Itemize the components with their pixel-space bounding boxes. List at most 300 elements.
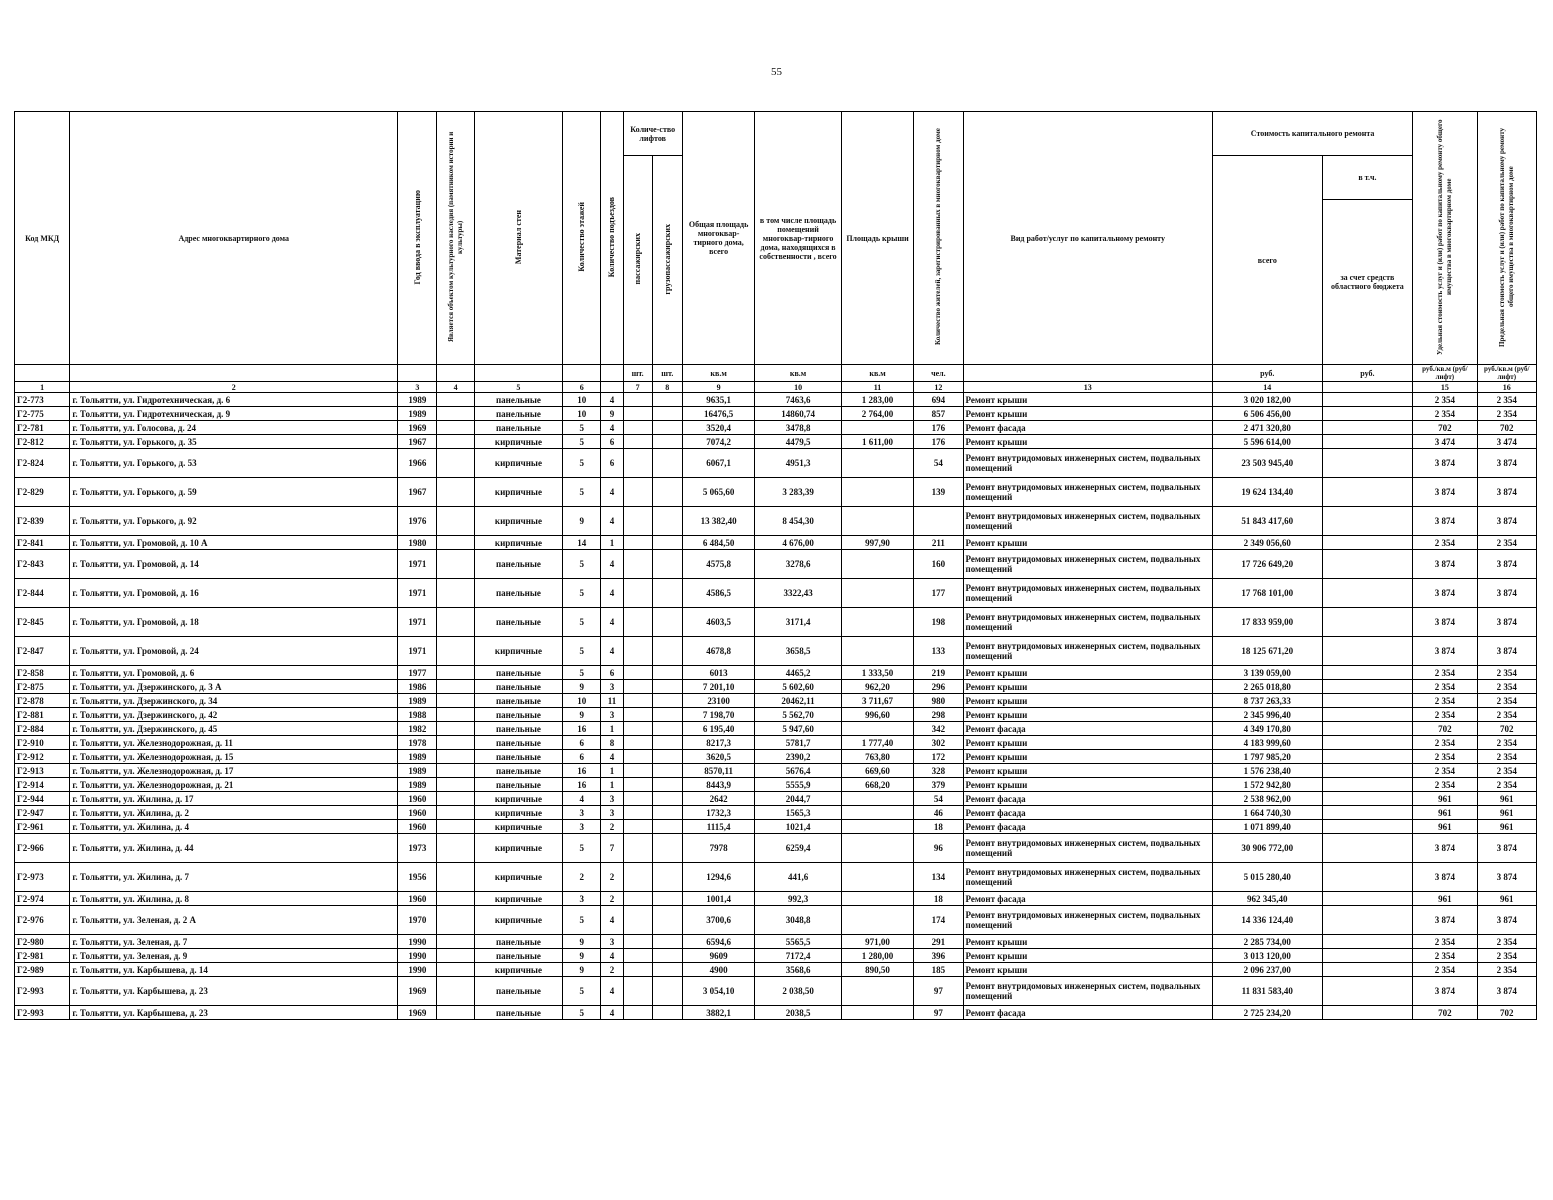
cell-unit-cost: 2 354 (1413, 536, 1477, 550)
cell-lifts-passenger (623, 536, 652, 550)
cell-area-owned: 14860,74 (755, 407, 842, 421)
cell-lifts-passenger (623, 764, 652, 778)
cell-max-cost: 3 874 (1477, 579, 1536, 608)
cell-unit-cost: 2 354 (1413, 935, 1477, 949)
table-row (15, 820, 1537, 834)
cell-roof-area: 890,50 (841, 963, 913, 977)
cell-material: панельные (474, 1006, 563, 1020)
cell-lifts-passenger (623, 449, 652, 478)
cell-area-owned: 3 283,39 (755, 478, 842, 507)
cell-area-owned: 5555,9 (755, 778, 842, 792)
cell-area-owned: 4951,3 (755, 449, 842, 478)
cell-lifts-passenger (623, 708, 652, 722)
cell-lifts-passenger (623, 806, 652, 820)
cell-lifts-passenger (623, 478, 652, 507)
cell-area-owned: 2 038,50 (755, 977, 842, 1006)
cell-year: 1967 (398, 478, 437, 507)
cell-code: Г2-944 (15, 792, 70, 806)
cell-lifts-cargo (652, 892, 682, 906)
cell-cost-regional (1322, 407, 1413, 421)
cell-address: г. Тольятти, ул. Громовой, д. 6 (70, 666, 398, 680)
cell-cost-total: 30 906 772,00 (1212, 834, 1322, 863)
capital-repair-table (14, 111, 1537, 1020)
cell-residents: 139 (914, 478, 963, 507)
cell-heritage (437, 407, 474, 421)
cell-unit-cost: 961 (1413, 792, 1477, 806)
cell-cost-total: 2 345 996,40 (1212, 708, 1322, 722)
cell-work-type: Ремонт крыши (963, 393, 1212, 407)
cell-unit-cost: 2 354 (1413, 963, 1477, 977)
unit-sqm: кв.м (682, 365, 754, 382)
table-row (15, 1006, 1537, 1020)
cell-code: Г2-974 (15, 892, 70, 906)
cell-residents: 694 (914, 393, 963, 407)
cell-unit-cost: 3 874 (1413, 507, 1477, 536)
cell-area-owned: 5 602,60 (755, 680, 842, 694)
cell-lifts-passenger (623, 949, 652, 963)
cell-floors: 5 (563, 449, 601, 478)
cell-roof-area (841, 1006, 913, 1020)
cell-work-type: Ремонт внутридомовых инженерных систем, подвальных помещений (963, 550, 1212, 579)
cell-material: панельные (474, 736, 563, 750)
cell-material: кирпичные (474, 536, 563, 550)
cell-address: г. Тольятти, ул. Жилина, д. 44 (70, 834, 398, 863)
cell-area-total: 3520,4 (682, 421, 754, 435)
cell-area-owned: 6259,4 (755, 834, 842, 863)
cell-material: панельные (474, 977, 563, 1006)
cell-year: 1977 (398, 666, 437, 680)
cell-lifts-cargo (652, 680, 682, 694)
cell-area-total: 7 201,10 (682, 680, 754, 694)
cell-lifts-cargo (652, 778, 682, 792)
cell-lifts-cargo (652, 708, 682, 722)
cell-area-total: 6 484,50 (682, 536, 754, 550)
cell-code: Г2-910 (15, 736, 70, 750)
cell-work-type: Ремонт крыши (963, 407, 1212, 421)
cell-unit-cost: 3 474 (1413, 435, 1477, 449)
cell-material: кирпичные (474, 892, 563, 906)
cell-work-type: Ремонт крыши (963, 435, 1212, 449)
cell-address: г. Тольятти, ул. Карбышева, д. 23 (70, 1006, 398, 1020)
cell-cost-regional (1322, 507, 1413, 536)
cell-floors: 5 (563, 478, 601, 507)
cell-lifts-cargo (652, 949, 682, 963)
cell-material: панельные (474, 666, 563, 680)
cell-material: панельные (474, 708, 563, 722)
cell-max-cost: 3 874 (1477, 478, 1536, 507)
cell-lifts-cargo (652, 834, 682, 863)
cell-work-type: Ремонт внутридомовых инженерных систем, подвальных помещений (963, 579, 1212, 608)
cell-work-type: Ремонт внутридомовых инженерных систем, подвальных помещений (963, 507, 1212, 536)
cell-lifts-cargo (652, 963, 682, 977)
cell-code: Г2-993 (15, 1006, 70, 1020)
cell-floors: 5 (563, 666, 601, 680)
col-number: 14 (1212, 382, 1322, 393)
cell-roof-area (841, 637, 913, 666)
cell-code: Г2-845 (15, 608, 70, 637)
cell-area-total: 9635,1 (682, 393, 754, 407)
unit-people: чел. (914, 365, 963, 382)
cell-heritage (437, 977, 474, 1006)
cell-cost-total: 8 737 263,33 (1212, 694, 1322, 708)
cell-area-owned: 4465,2 (755, 666, 842, 680)
table-row (15, 421, 1537, 435)
header-lifts-passenger: пассажирских (633, 233, 643, 285)
cell-heritage (437, 421, 474, 435)
cell-area-total: 4575,8 (682, 550, 754, 579)
cell-address: г. Тольятти, ул. Громовой, д. 14 (70, 550, 398, 579)
cell-heritage (437, 536, 474, 550)
cell-year: 1989 (398, 393, 437, 407)
col-number: 10 (755, 382, 842, 393)
cell-area-owned: 7463,6 (755, 393, 842, 407)
cell-cost-total: 1 797 985,20 (1212, 750, 1322, 764)
cell-area-owned: 2390,2 (755, 750, 842, 764)
col-number: 16 (1477, 382, 1536, 393)
table-row (15, 478, 1537, 507)
cell-area-owned: 7172,4 (755, 949, 842, 963)
cell-area-total: 8570,11 (682, 764, 754, 778)
cell-work-type: Ремонт крыши (963, 949, 1212, 963)
table-row (15, 935, 1537, 949)
cell-material: панельные (474, 407, 563, 421)
cell-max-cost: 2 354 (1477, 736, 1536, 750)
cell-work-type: Ремонт внутридомовых инженерных систем, подвальных помещений (963, 834, 1212, 863)
header-unit-cost: Удельная стоимость услуг и (или) работ по капитальному ремонту общего имущества в многоквартирном доме (1435, 119, 1453, 355)
cell-residents (914, 507, 963, 536)
cell-work-type: Ремонт внутридомовых инженерных систем, подвальных помещений (963, 906, 1212, 935)
table-row (15, 435, 1537, 449)
cell-roof-area (841, 792, 913, 806)
cell-cost-regional (1322, 608, 1413, 637)
cell-cost-regional (1322, 666, 1413, 680)
cell-year: 1989 (398, 750, 437, 764)
cell-entrances: 3 (601, 680, 623, 694)
cell-area-total: 6594,6 (682, 935, 754, 949)
cell-cost-total: 2 471 320,80 (1212, 421, 1322, 435)
cell-code: Г2-961 (15, 820, 70, 834)
cell-entrances: 1 (601, 778, 623, 792)
cell-code: Г2-947 (15, 806, 70, 820)
cell-lifts-passenger (623, 834, 652, 863)
cell-unit-cost: 3 874 (1413, 977, 1477, 1006)
cell-max-cost: 961 (1477, 806, 1536, 820)
cell-entrances: 3 (601, 708, 623, 722)
cell-cost-total: 1 071 899,40 (1212, 820, 1322, 834)
cell-lifts-passenger (623, 393, 652, 407)
cell-max-cost: 2 354 (1477, 750, 1536, 764)
cell-floors: 5 (563, 608, 601, 637)
table-row (15, 906, 1537, 935)
cell-roof-area (841, 863, 913, 892)
cell-area-total: 6 195,40 (682, 722, 754, 736)
cell-entrances: 2 (601, 820, 623, 834)
cell-heritage (437, 764, 474, 778)
cell-max-cost: 961 (1477, 792, 1536, 806)
cell-code: Г2-981 (15, 949, 70, 963)
cell-address: г. Тольятти, ул. Голосова, д. 24 (70, 421, 398, 435)
cell-residents: 219 (914, 666, 963, 680)
cell-cost-total: 18 125 671,20 (1212, 637, 1322, 666)
cell-work-type: Ремонт фасада (963, 820, 1212, 834)
cell-cost-regional (1322, 949, 1413, 963)
cell-floors: 3 (563, 820, 601, 834)
cell-lifts-passenger (623, 963, 652, 977)
cell-address: г. Тольятти, ул. Зеленая, д. 9 (70, 949, 398, 963)
unit-rub: руб. (1212, 365, 1322, 382)
col-number: 7 (623, 382, 652, 393)
cell-unit-cost: 2 354 (1413, 750, 1477, 764)
table-row (15, 736, 1537, 750)
cell-residents: 96 (914, 834, 963, 863)
cell-material: кирпичные (474, 834, 563, 863)
cell-cost-total: 19 624 134,40 (1212, 478, 1322, 507)
cell-unit-cost: 3 874 (1413, 834, 1477, 863)
cell-area-owned: 5781,7 (755, 736, 842, 750)
cell-heritage (437, 478, 474, 507)
cell-address: г. Тольятти, ул. Карбышева, д. 14 (70, 963, 398, 977)
cell-lifts-passenger (623, 892, 652, 906)
cell-area-total: 4678,8 (682, 637, 754, 666)
cell-year: 1989 (398, 778, 437, 792)
cell-heritage (437, 666, 474, 680)
cell-year: 1990 (398, 935, 437, 949)
cell-material: кирпичные (474, 478, 563, 507)
cell-cost-total: 14 336 124,40 (1212, 906, 1322, 935)
cell-max-cost: 961 (1477, 892, 1536, 906)
cell-roof-area: 1 280,00 (841, 949, 913, 963)
cell-entrances: 4 (601, 637, 623, 666)
unit-pcs: шт. (623, 365, 652, 382)
cell-unit-cost: 3 874 (1413, 863, 1477, 892)
cell-year: 1973 (398, 834, 437, 863)
table-row (15, 892, 1537, 906)
cell-roof-area (841, 449, 913, 478)
cell-address: г. Тольятти, ул. Дзержинского, д. 34 (70, 694, 398, 708)
cell-residents: 160 (914, 550, 963, 579)
cell-floors: 5 (563, 906, 601, 935)
cell-work-type: Ремонт крыши (963, 666, 1212, 680)
cell-lifts-cargo (652, 435, 682, 449)
table-body (15, 393, 1537, 1020)
cell-max-cost: 2 354 (1477, 708, 1536, 722)
cell-area-owned: 4 676,00 (755, 536, 842, 550)
cell-lifts-passenger (623, 421, 652, 435)
cell-floors: 9 (563, 963, 601, 977)
cell-unit-cost: 3 874 (1413, 449, 1477, 478)
cell-cost-regional (1322, 393, 1413, 407)
cell-code: Г2-829 (15, 478, 70, 507)
cell-area-owned: 3478,8 (755, 421, 842, 435)
cell-floors: 16 (563, 764, 601, 778)
table-row (15, 863, 1537, 892)
cell-heritage (437, 550, 474, 579)
cell-unit-cost: 2 354 (1413, 708, 1477, 722)
cell-heritage (437, 736, 474, 750)
cell-roof-area: 971,00 (841, 935, 913, 949)
cell-heritage (437, 608, 474, 637)
cell-material: кирпичные (474, 637, 563, 666)
cell-address: г. Тольятти, ул. Громовой, д. 16 (70, 579, 398, 608)
cell-material: панельные (474, 550, 563, 579)
cell-code: Г2-914 (15, 778, 70, 792)
cell-code: Г2-824 (15, 449, 70, 478)
cell-lifts-passenger (623, 820, 652, 834)
cell-lifts-cargo (652, 478, 682, 507)
cell-entrances: 6 (601, 449, 623, 478)
col-number: 15 (1413, 382, 1477, 393)
cell-max-cost: 3 874 (1477, 608, 1536, 637)
cell-roof-area (841, 579, 913, 608)
cell-lifts-cargo (652, 449, 682, 478)
cell-year: 1978 (398, 736, 437, 750)
cell-lifts-cargo (652, 736, 682, 750)
cell-residents: 291 (914, 935, 963, 949)
cell-lifts-passenger (623, 722, 652, 736)
cell-floors: 16 (563, 722, 601, 736)
cell-heritage (437, 393, 474, 407)
cell-address: г. Тольятти, ул. Карбышева, д. 23 (70, 977, 398, 1006)
cell-floors: 5 (563, 550, 601, 579)
cell-area-total: 4900 (682, 963, 754, 977)
cell-cost-total: 2 349 056,60 (1212, 536, 1322, 550)
cell-max-cost: 2 354 (1477, 536, 1536, 550)
cell-area-owned: 2038,5 (755, 1006, 842, 1020)
header-max-cost: Предельная стоимость услуг и (или) работ по капитальному ремонту общего имущества в многоквартирном доме (1497, 127, 1515, 347)
cell-work-type: Ремонт внутридомовых инженерных систем, подвальных помещений (963, 478, 1212, 507)
table-row (15, 806, 1537, 820)
cell-area-total: 7978 (682, 834, 754, 863)
cell-floors: 9 (563, 949, 601, 963)
cell-entrances: 6 (601, 435, 623, 449)
table-row (15, 764, 1537, 778)
col-number: 8 (652, 382, 682, 393)
cell-cost-regional (1322, 708, 1413, 722)
cell-heritage (437, 694, 474, 708)
cell-material: панельные (474, 778, 563, 792)
cell-unit-cost: 2 354 (1413, 680, 1477, 694)
cell-material: кирпичные (474, 820, 563, 834)
cell-cost-total: 2 285 734,00 (1212, 935, 1322, 949)
cell-address: г. Тольятти, ул. Жилина, д. 4 (70, 820, 398, 834)
cell-cost-regional (1322, 906, 1413, 935)
cell-area-total: 9609 (682, 949, 754, 963)
cell-code: Г2-773 (15, 393, 70, 407)
cell-roof-area: 1 283,00 (841, 393, 913, 407)
cell-code: Г2-875 (15, 680, 70, 694)
table-row (15, 977, 1537, 1006)
cell-address: г. Тольятти, ул. Жилина, д. 2 (70, 806, 398, 820)
cell-cost-regional (1322, 680, 1413, 694)
cell-roof-area (841, 722, 913, 736)
col-number: 3 (398, 382, 437, 393)
cell-heritage (437, 778, 474, 792)
cell-entrances: 2 (601, 863, 623, 892)
cell-max-cost: 2 354 (1477, 694, 1536, 708)
cell-area-total: 13 382,40 (682, 507, 754, 536)
cell-floors: 9 (563, 708, 601, 722)
cell-material: панельные (474, 949, 563, 963)
cell-code: Г2-839 (15, 507, 70, 536)
cell-year: 1960 (398, 820, 437, 834)
cell-area-total: 1732,3 (682, 806, 754, 820)
cell-address: г. Тольятти, ул. Железнодорожная, д. 21 (70, 778, 398, 792)
unit-rate: руб./кв.м (руб/лифт) (1413, 365, 1477, 382)
cell-cost-regional (1322, 722, 1413, 736)
cell-year: 1956 (398, 863, 437, 892)
cell-entrances: 2 (601, 892, 623, 906)
cell-entrances: 8 (601, 736, 623, 750)
cell-material: кирпичные (474, 906, 563, 935)
table-row (15, 550, 1537, 579)
cell-year: 1971 (398, 637, 437, 666)
cell-max-cost: 2 354 (1477, 963, 1536, 977)
cell-lifts-passenger (623, 407, 652, 421)
cell-year: 1971 (398, 608, 437, 637)
cell-year: 1976 (398, 507, 437, 536)
cell-residents: 46 (914, 806, 963, 820)
cell-floors: 16 (563, 778, 601, 792)
cell-lifts-passenger (623, 906, 652, 935)
cell-max-cost: 3 474 (1477, 435, 1536, 449)
cell-lifts-passenger (623, 694, 652, 708)
cell-code: Г2-841 (15, 536, 70, 550)
cell-max-cost: 2 354 (1477, 393, 1536, 407)
cell-address: г. Тольятти, ул. Дзержинского, д. 45 (70, 722, 398, 736)
cell-cost-regional (1322, 963, 1413, 977)
cell-max-cost: 3 874 (1477, 637, 1536, 666)
cell-cost-total: 962 345,40 (1212, 892, 1322, 906)
cell-heritage (437, 680, 474, 694)
cell-lifts-cargo (652, 393, 682, 407)
cell-lifts-cargo (652, 935, 682, 949)
cell-floors: 10 (563, 694, 601, 708)
cell-lifts-passenger (623, 608, 652, 637)
cell-heritage (437, 708, 474, 722)
cell-material: панельные (474, 694, 563, 708)
cell-max-cost: 3 874 (1477, 863, 1536, 892)
cell-residents: 198 (914, 608, 963, 637)
cell-unit-cost: 2 354 (1413, 778, 1477, 792)
cell-roof-area (841, 421, 913, 435)
cell-work-type: Ремонт фасада (963, 806, 1212, 820)
cell-floors: 9 (563, 507, 601, 536)
cell-year: 1970 (398, 906, 437, 935)
col-number: 5 (474, 382, 563, 393)
cell-year: 1971 (398, 579, 437, 608)
cell-heritage (437, 435, 474, 449)
cell-roof-area: 763,80 (841, 750, 913, 764)
table-row (15, 536, 1537, 550)
cell-lifts-cargo (652, 550, 682, 579)
table-row (15, 579, 1537, 608)
cell-area-owned: 1565,3 (755, 806, 842, 820)
cell-code: Г2-973 (15, 863, 70, 892)
cell-code: Г2-976 (15, 906, 70, 935)
cell-lifts-passenger (623, 778, 652, 792)
cell-address: г. Тольятти, ул. Горького, д. 92 (70, 507, 398, 536)
cell-heritage (437, 806, 474, 820)
cell-area-total: 4603,5 (682, 608, 754, 637)
cell-lifts-passenger (623, 736, 652, 750)
cell-max-cost: 3 874 (1477, 906, 1536, 935)
cell-floors: 9 (563, 935, 601, 949)
cell-lifts-passenger (623, 579, 652, 608)
cell-entrances: 3 (601, 806, 623, 820)
cell-heritage (437, 949, 474, 963)
cell-unit-cost: 702 (1413, 722, 1477, 736)
cell-unit-cost: 2 354 (1413, 949, 1477, 963)
